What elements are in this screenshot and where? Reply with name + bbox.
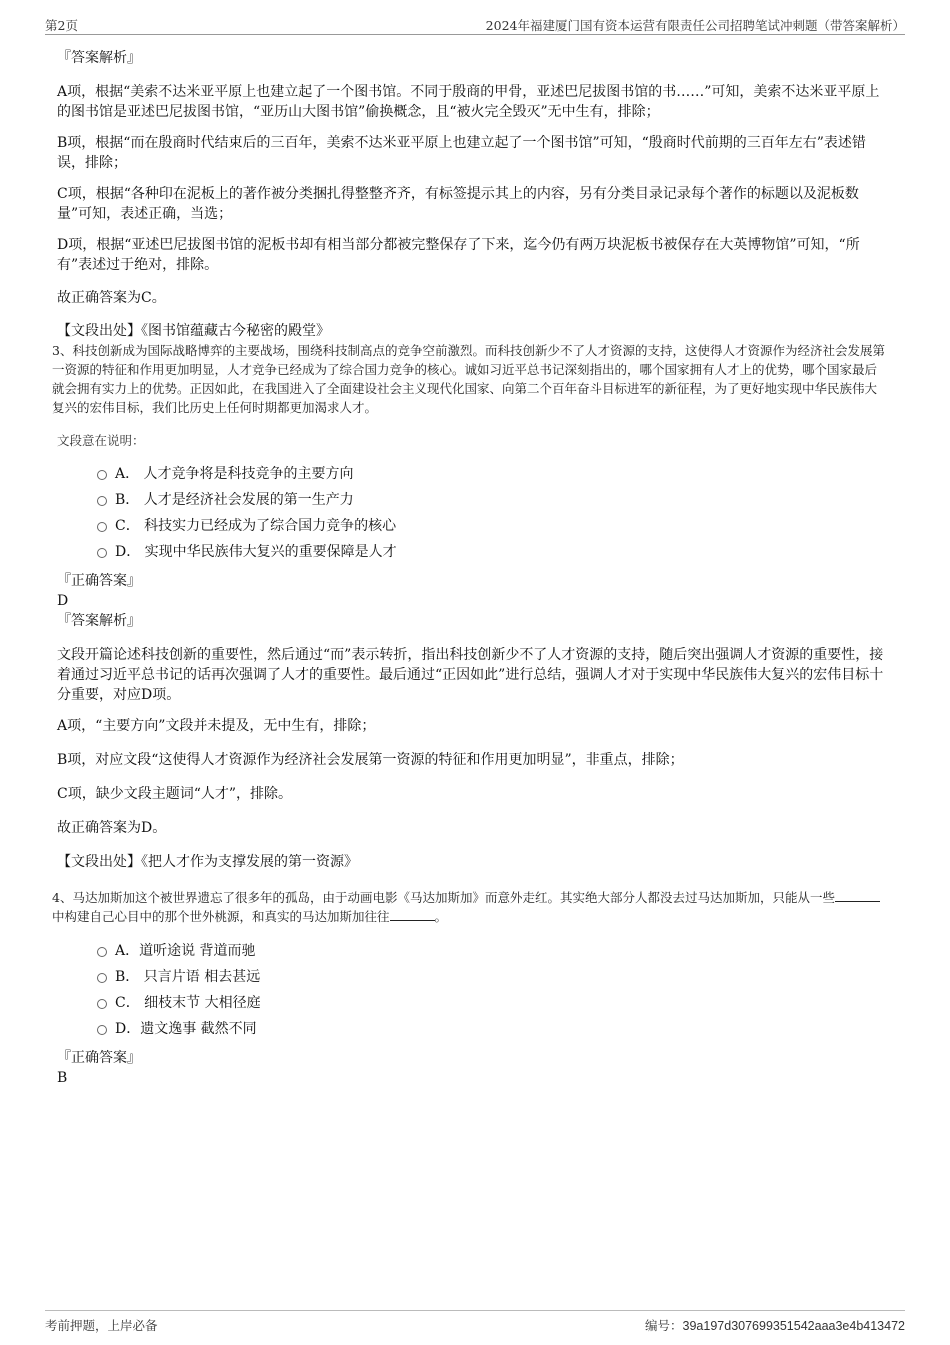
q3-analysis-a: A项，“主要方向”文段并未提及，无中生有，排除； (57, 718, 376, 734)
option-label: C． 科技实力已经成为了综合国力竞争的核心 (115, 518, 397, 534)
radio-button[interactable] (97, 1025, 107, 1035)
q3-answer: D (57, 593, 69, 609)
document-title: 2024年福建厦门国有资本运营有限责任公司招聘笔试冲刺题（带答案解析） (485, 18, 905, 33)
fill-blank (390, 908, 435, 921)
option-label: D．遗文逸事 截然不同 (115, 1021, 257, 1037)
document-id-code: 39a197d307699351542aaa3e4b413472 (682, 1319, 905, 1333)
q4-stem (52, 888, 887, 926)
q3-conclusion: 故正确答案为D。 (57, 820, 167, 836)
document-id-label: 编号： (645, 1318, 683, 1333)
q4-options (57, 938, 887, 1042)
radio-button[interactable] (97, 522, 107, 532)
q4-option-b[interactable] (57, 964, 887, 990)
q3-option-d[interactable] (57, 539, 887, 565)
q2-conclusion: 故正确答案为C。 (57, 290, 166, 306)
q4-stem-part1: 4、马达加斯加这个被世界遗忘了很多年的孤岛，由于动画电影《马达加斯加》而意外走红。其实绝大部分人都没去过马达加斯加，只能从一些 (52, 890, 835, 905)
q4-answer-label: 『正确答案』 (57, 1050, 141, 1066)
page-number: 第2页 (45, 18, 78, 33)
radio-button[interactable] (97, 947, 107, 957)
q4-option-d[interactable] (57, 1016, 887, 1042)
radio-button[interactable] (97, 496, 107, 506)
option-label: A． 人才竞争将是科技竞争的主要方向 (115, 466, 354, 482)
q3-answer-label: 『正确答案』 (57, 573, 141, 589)
radio-button[interactable] (97, 973, 107, 983)
q3-stem: 3、科技创新成为国际战略博弈的主要战场，围绕科技制高点的竞争空前激烈。而科技创新少不了人才资源的支持，这使得人才资源作为经济社会发展第一资源的特征和作用更加明显，人才竞争已经成为了综合国力竞争的核心。诚如习近平总书记深刻指出的，哪个国家拥有人才上的优势，哪个国家最后就会拥有实力上的优势。正因如此，在我国进入了全面建设社会主义现代化国家、向第二个百年奋斗目标进军的新征程，为了更好地实现中华民族伟大复兴的宏伟目标，我们比历史上任何时期都更加渴求人才。 (52, 343, 885, 415)
q2-analysis-b: B项，根据“而在殷商时代结束后的三百年，美索不达米亚平原上也建立起了一个图书馆”可知，“殷商时代前期的三百年左右”表述错误，排除； (57, 135, 866, 171)
q2-analysis-d: D项，根据“亚述巴尼拔图书馆的泥板书却有相当部分都被完整保存了下来，迄今仍有两万块泥板书被保存在大英博物馆”可知，“所有”表述过于绝对，排除。 (57, 237, 860, 273)
q3-source: 【文段出处】《把人才作为支撑发展的第一资源》 (57, 854, 358, 870)
q3-analysis-b: B项，对应文段“这使得人才资源作为经济社会发展第一资源的特征和作用更加明显”，非重点，排除； (57, 752, 684, 768)
q3-option-a[interactable] (57, 461, 887, 487)
page-header (45, 14, 905, 35)
page-content (52, 46, 887, 1088)
q3-analysis: 文段开篇论述科技创新的重要性，然后通过“而”表示转折，指出科技创新少不了人才资源的支持，随后突出强调人才资源的重要性，接着通过习近平总书记的话再次强调了人才的重要性。最后通过“正因如此”进行总结，强调人才对于实现中华民族伟大复兴的宏伟目标十分重要，对应D项。 (57, 647, 884, 703)
q2-analysis-a: A项，根据“美索不达米亚平原上也建立起了一个图书馆。不同于殷商的甲骨，亚述巴尼拔图书馆的书……”可知，美索不达米亚平原上的图书馆是亚述巴尼拔图书馆，“亚历山大图书馆”偷换概念，且“被火完全毁灭”无中生有，排除； (57, 84, 880, 120)
q3-prompt: 文段意在说明： (57, 433, 145, 448)
q4-stem-part2: 中构建自己心目中的那个世外桃源，和真实的马达加斯加往往 (52, 909, 390, 924)
option-label: C． 细枝末节 大相径庭 (115, 995, 261, 1011)
q2-analysis-label: 『答案解析』 (57, 50, 141, 66)
option-label: B． 只言片语 相去甚远 (115, 969, 261, 985)
q3-analysis-label: 『答案解析』 (57, 613, 141, 629)
q3-options (57, 461, 887, 565)
q3-option-b[interactable] (57, 487, 887, 513)
q4-stem-part3: 。 (434, 909, 448, 924)
q4-option-c[interactable] (57, 990, 887, 1016)
radio-button[interactable] (97, 548, 107, 558)
q4-option-a[interactable] (57, 938, 887, 964)
q2-analysis-c: C项，根据“各种印在泥板上的著作被分类捆扎得整整齐齐，有标签提示其上的内容，另有分类目录记录每个著作的标题以及泥板数量”可知，表述正确，当选； (57, 186, 859, 222)
fill-blank (835, 889, 880, 902)
footer-slogan: 考前押题，上岸必备 (45, 1318, 158, 1333)
q3-analysis-c: C项，缺少文段主题词“人才”，排除。 (57, 786, 293, 802)
page-footer (45, 1310, 905, 1335)
radio-button[interactable] (97, 999, 107, 1009)
option-label: D． 实现中华民族伟大复兴的重要保障是人才 (115, 544, 397, 560)
radio-button[interactable] (97, 470, 107, 480)
q3-option-c[interactable] (57, 513, 887, 539)
q4-answer: B (57, 1070, 68, 1086)
option-label: A．道听途说 背道而驰 (115, 943, 256, 959)
option-label: B． 人才是经济社会发展的第一生产力 (115, 492, 354, 508)
document-id (645, 1316, 905, 1334)
q2-source: 【文段出处】《图书馆蕴藏古今秘密的殿堂》 (57, 323, 330, 339)
